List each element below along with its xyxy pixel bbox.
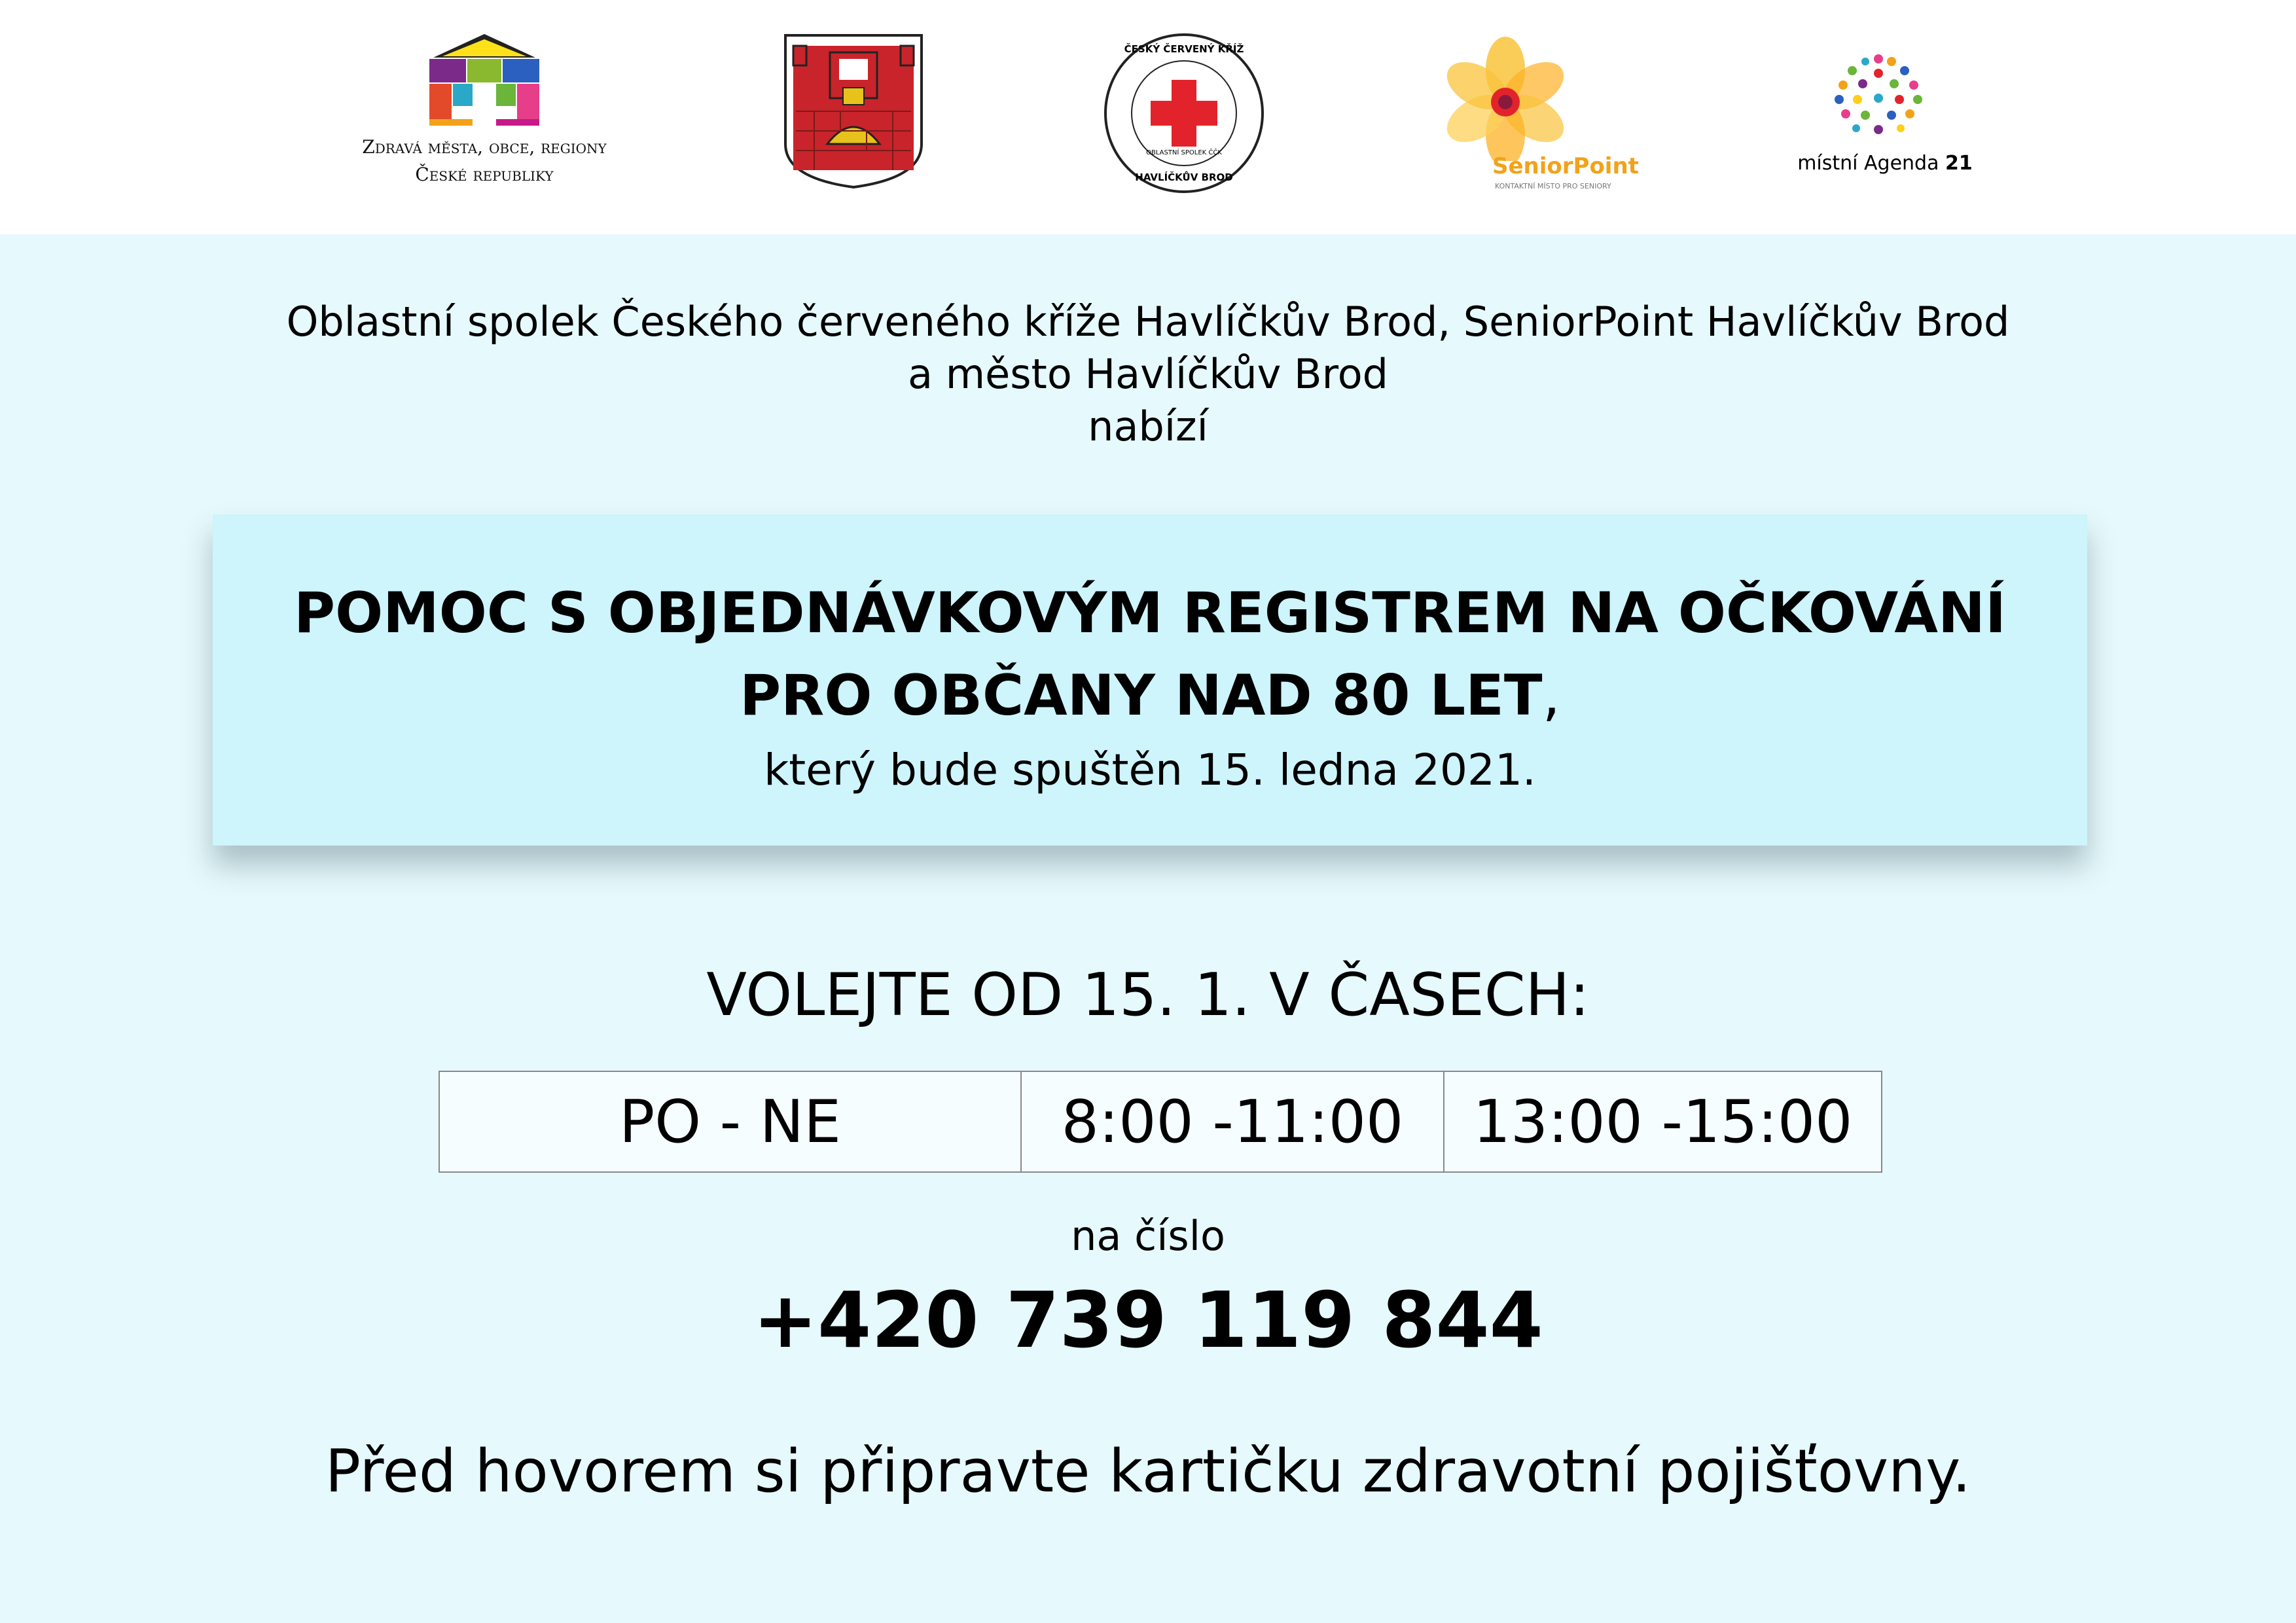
seniorpoint-logo [1433, 37, 1682, 194]
red-cross-inner: OBLASTNÍ SPOLEK ČČK [1146, 149, 1222, 156]
coat-of-arms-icon [781, 33, 925, 190]
healthy-cities-line2: České republiky [415, 164, 554, 185]
schedule-morning: 8:00 -11:00 [1021, 1071, 1444, 1172]
intro-line3: nabízí [1088, 402, 1208, 450]
seniorpoint-tagline: KONTAKTNÍ MÍSTO PRO SENIORY [1495, 182, 1611, 190]
intro-line1: Oblastní spolek Českého červeného kříže Havlíčkův Brod, SeniorPoint Havlíčkův Brod [286, 298, 2010, 346]
red-cross-ring-bottom: HAVLÍČKŮV BROD [1135, 171, 1233, 183]
agenda21-number: 21 [1945, 152, 1973, 175]
schedule-row [439, 1071, 1882, 1172]
healthy-cities-logo [340, 31, 628, 195]
city-coat-of-arms [781, 33, 925, 190]
headline-subtitle: který bude spuštěn 15. ledna 2021. [764, 745, 1536, 795]
headline-line1: POMOC S OBJEDNÁVKOVÝM REGISTREM NA OČKOVÁNÍ [294, 580, 2006, 646]
red-cross-logo [1102, 31, 1266, 195]
headline-comma: , [1542, 663, 1560, 728]
call-heading: VOLEJTE OD 15. 1. V ČASECH: [706, 961, 1590, 1029]
agenda21-logo [1793, 52, 1977, 183]
schedule-table [439, 1071, 1882, 1173]
intro-text [0, 296, 2296, 453]
phone-number[interactable]: +420 739 119 844 [753, 1275, 1543, 1365]
red-cross-icon [1102, 31, 1266, 195]
healthy-cities-line1: Zdravá města, obce, regiony [362, 136, 607, 158]
number-label: na číslo [1071, 1212, 1225, 1260]
intro-line2: a město Havlíčkův Brod [908, 350, 1388, 398]
agenda21-dots-icon [1826, 52, 1931, 137]
seniorpoint-name: SeniorPoint [1492, 153, 1639, 179]
healthy-cities-house-icon [340, 31, 628, 130]
schedule-days: PO - NE [439, 1071, 1021, 1172]
headline-line2: PRO OBČANY NAD 80 LET [740, 663, 1543, 728]
red-cross-ring-top: ČESKÝ ČERVENÝ KŘÍŽ [1124, 43, 1244, 55]
schedule-afternoon: 13:00 -15:00 [1444, 1071, 1882, 1172]
agenda21-label [1793, 152, 1977, 175]
insurance-note: Před hovorem si připravte kartičku zdravotní pojišťovny. [325, 1437, 1971, 1506]
headline-box [213, 514, 2087, 846]
seniorpoint-flower-icon [1433, 37, 1577, 161]
headline-line2-wrap [213, 654, 2087, 737]
headline-title [213, 572, 2087, 737]
agenda21-name: místní Agenda [1797, 152, 1939, 175]
logo-header [0, 0, 2296, 234]
